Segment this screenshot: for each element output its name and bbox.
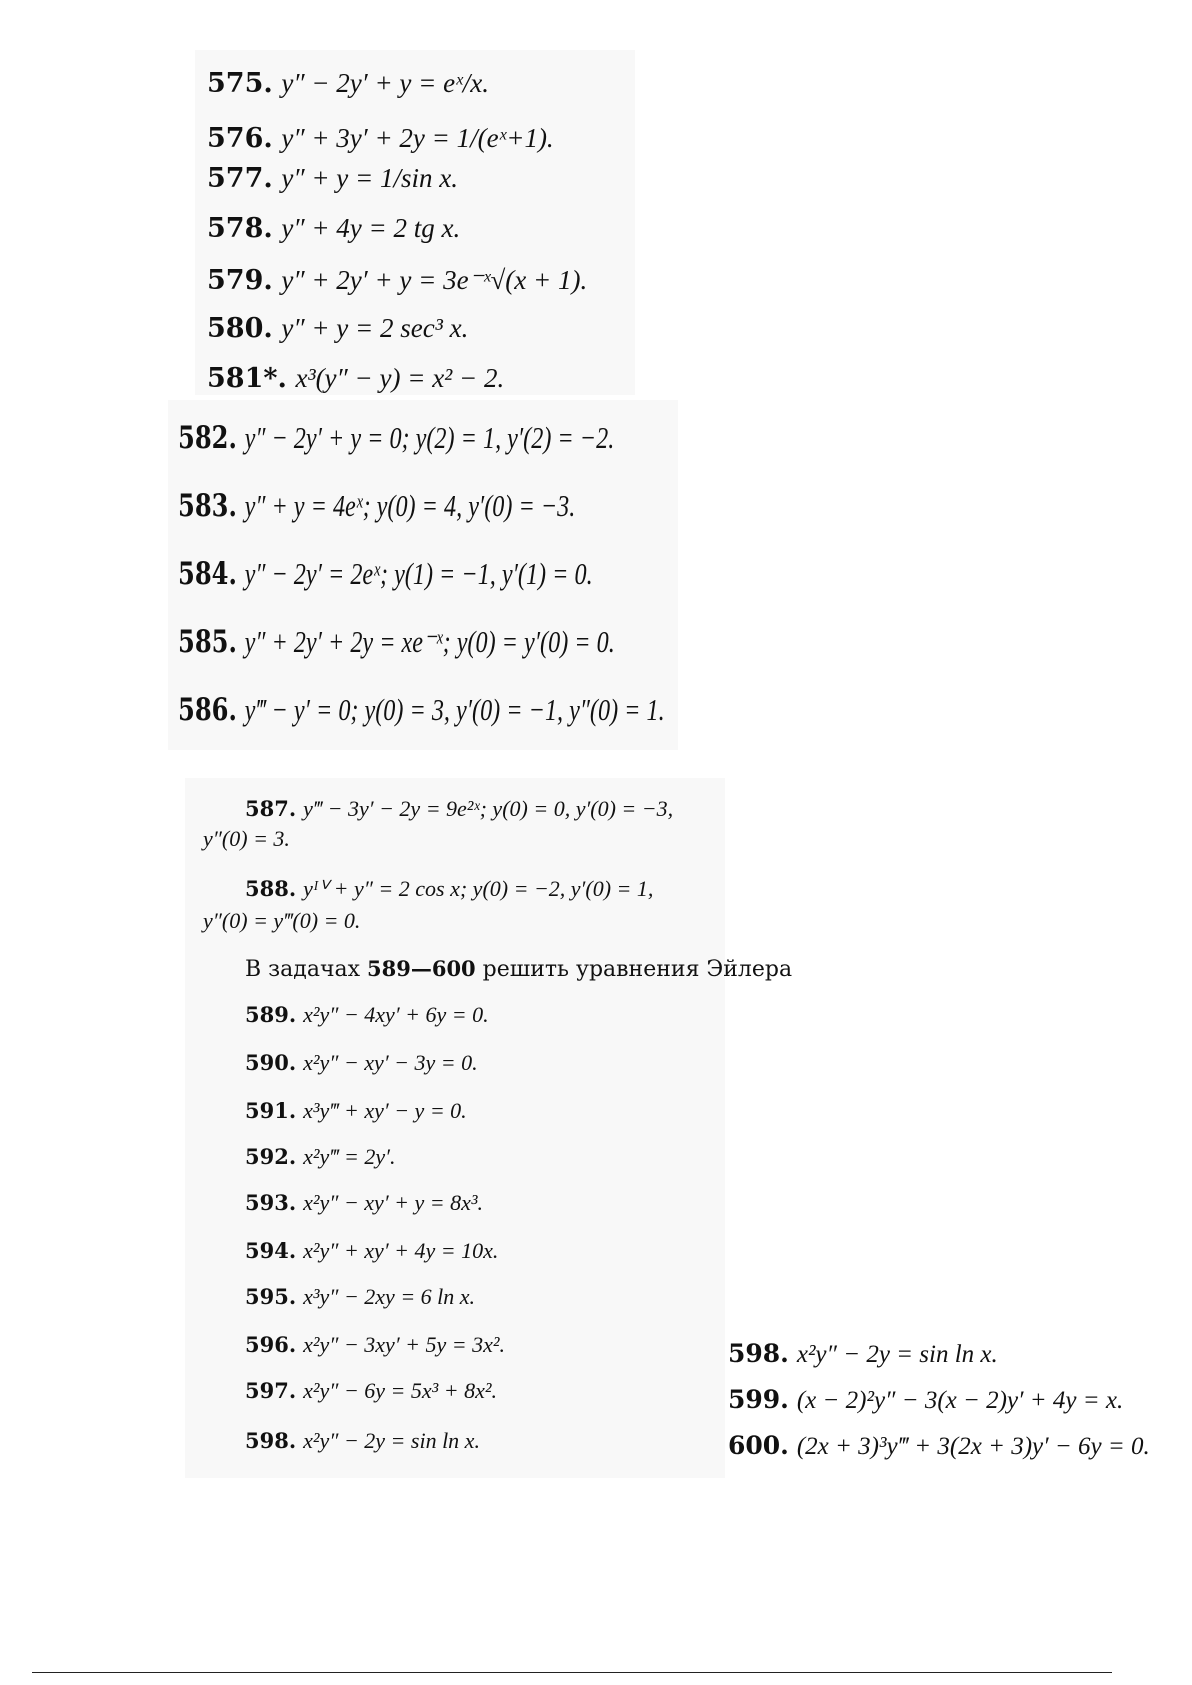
problem-599: 599. (x − 2)²y″ − 3(x − 2)y′ + 4y = x. [728, 1385, 1124, 1414]
problem-598-right: 598. x²y″ − 2y = sin ln x. [728, 1339, 998, 1368]
section-intro: В задачах 589—600 решить уравнения Эйлера [245, 956, 793, 982]
problem-587: 587. y‴ − 3y′ − 2y = 9e²ˣ; y(0) = 0, y′(0) = −3, [245, 796, 674, 821]
problem-588-continued: y″(0) = y‴(0) = 0. [203, 908, 361, 933]
problem-594: 594. x²y″ + xy′ + 4y = 10x. [245, 1238, 499, 1263]
problem-586: 586. y‴ − y′ = 0; y(0) = 3, y′(0) = −1, y″(0) = 1. [178, 692, 665, 728]
problem-593: 593. x²y″ − xy′ + y = 8x³. [245, 1190, 483, 1215]
problem-578: 578. y″ + 4y = 2 tg x. [207, 213, 461, 244]
problems-575-581 [195, 50, 635, 395]
problem-582: 582. y″ − 2y′ + y = 0; y(2) = 1, y′(2) = −2. [178, 420, 615, 456]
problem-579: 579. y″ + 2y′ + y = 3e⁻ˣ√(x + 1). [207, 265, 588, 296]
problem-583: 583. y″ + y = 4eˣ; y(0) = 4, y′(0) = −3. [178, 488, 576, 524]
problem-592: 592. x²y‴ = 2y′. [245, 1144, 396, 1169]
problem-581: 581*. x³(y″ − y) = x² − 2. [207, 363, 505, 394]
problem-595: 595. x³y″ − 2xy = 6 ln x. [245, 1284, 476, 1309]
problem-587-continued: y″(0) = 3. [203, 826, 290, 851]
problem-580: 580. y″ + y = 2 sec³ x. [207, 313, 469, 344]
problem-577: 577. y″ + y = 1/sin x. [207, 163, 459, 194]
problem-590: 590. x²y″ − xy′ − 3y = 0. [245, 1050, 478, 1075]
page-bottom-rule [32, 1672, 1112, 1673]
problem-588: 588. yᴵⱽ + y″ = 2 cos x; y(0) = −2, y′(0) = 1, [245, 876, 654, 901]
problem-589: 589. x²y″ − 4xy′ + 6y = 0. [245, 1002, 489, 1027]
problem-598: 598. x²y″ − 2y = sin ln x. [245, 1428, 480, 1453]
problem-596: 596. x²y″ − 3xy′ + 5y = 3x². [245, 1332, 505, 1357]
problem-576: 576. y″ + 3y′ + 2y = 1/(eˣ+1). [207, 123, 554, 154]
problem-585: 585. y″ + 2y′ + 2y = xe⁻ˣ; y(0) = y′(0) = 0. [178, 624, 615, 660]
problems-582-586 [168, 400, 678, 750]
problems-598-600-right [728, 1335, 1180, 1465]
problem-591: 591. x³y‴ + xy′ − y = 0. [245, 1098, 467, 1123]
problem-600: 600. (2x + 3)³y‴ + 3(2x + 3)y′ − 6y = 0. [728, 1431, 1150, 1460]
problem-575: 575. y″ − 2y′ + y = eˣ/x. [207, 68, 489, 99]
problem-597: 597. x²y″ − 6y = 5x³ + 8x². [245, 1378, 497, 1403]
problem-584: 584. y″ − 2y′ = 2eˣ; y(1) = −1, y′(1) = 0. [178, 556, 593, 592]
problems-587-598 [185, 778, 793, 1478]
